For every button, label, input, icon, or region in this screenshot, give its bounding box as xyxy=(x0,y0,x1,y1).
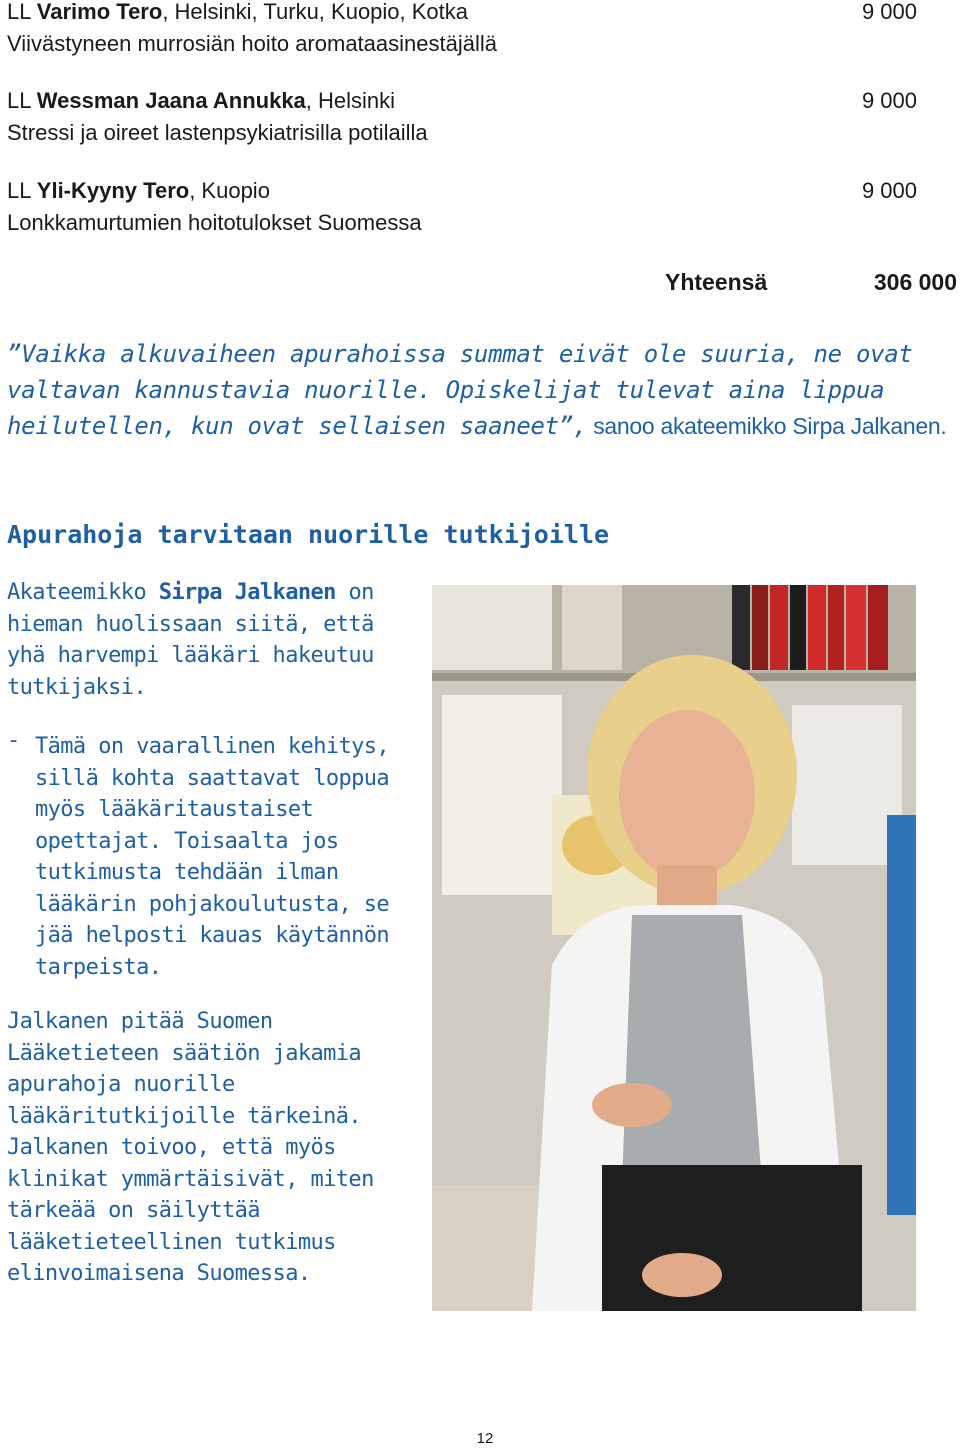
total-label: Yhteensä xyxy=(665,269,768,295)
portrait-photo xyxy=(432,585,916,1311)
closing-paragraph: Jalkanen pitää Suomen Lääketieteen säätiön jakamia apurahoja nuorille lääkäritutkijoille tärkeinä. Jalkanen toivoo, että myös klinikat ymmärtäisivät, miten tärkeää on säilyttää lääketieteellinen tutkimus elinvoimaisena Suomessa. xyxy=(7,1009,374,1286)
grant-recipient: LL Wessman Jaana Annukka, Helsinki xyxy=(7,88,396,113)
grant-amount: 9 000 xyxy=(861,88,917,113)
quote-paragraph: Tämä on vaarallinen kehitys, sillä kohta saattavat loppua myös lääkäritaustaiset opettajat. Toisaalta jos tutkimusta tehdään ilman lääkärin pohjakoulutusta, se jää helposti kauas käytännön tarpeista. xyxy=(35,734,390,980)
recipient-name: Wessman Jaana Annukka xyxy=(36,88,306,113)
quote-attribution: sanoo akateemikko Sirpa Jalkanen. xyxy=(587,413,947,439)
grant-project: Stressi ja oireet lastenpsykiatrisilla potilailla xyxy=(7,120,428,145)
grant-entry xyxy=(7,0,917,60)
recipient-name: Varimo Tero xyxy=(36,0,163,24)
grant-amount: 9 000 xyxy=(861,178,917,203)
grant-recipient: LL Yli-Kyyny Tero, Kuopio xyxy=(7,178,270,203)
page-number: 12 xyxy=(476,1430,494,1447)
quote-text: ”Vaikka alkuvaiheen apurahoissa summat eivät ole suuria, ne ovat valtavan kannustavia nuorille. Opiskelijat tulevat aina lippua heilutellen, kun ovat sellaisen saaneet”, xyxy=(7,340,913,440)
intro-paragraph: Akateemikko Sirpa Jalkanen on hieman huolissaan siitä, että yhä harvempi lääkäri hakeutuu tutkijaksi. xyxy=(7,580,374,700)
grant-entry xyxy=(7,175,917,239)
pull-quote xyxy=(7,336,952,444)
grant-project: Lonkkamurtumien hoitotulokset Suomessa xyxy=(7,210,422,235)
article-heading: Apurahoja tarvitaan nuorille tutkijoille xyxy=(7,520,610,549)
grant-project: Viivästyneen murrosiän hoito aromataasinestäjällä xyxy=(7,31,497,56)
portrait-illustration xyxy=(432,585,916,1311)
total-value: 306 000 xyxy=(873,269,957,295)
grant-amount: 9 000 xyxy=(861,0,917,24)
recipient-name: Yli-Kyyny Tero xyxy=(36,178,190,203)
grant-total xyxy=(600,266,957,298)
grant-entry xyxy=(7,85,917,149)
grant-recipient: LL Varimo Tero, Helsinki, Turku, Kuopio, Kotka xyxy=(7,0,469,24)
quote-dash: - xyxy=(7,728,21,753)
person-name: Sirpa Jalkanen xyxy=(158,580,336,605)
